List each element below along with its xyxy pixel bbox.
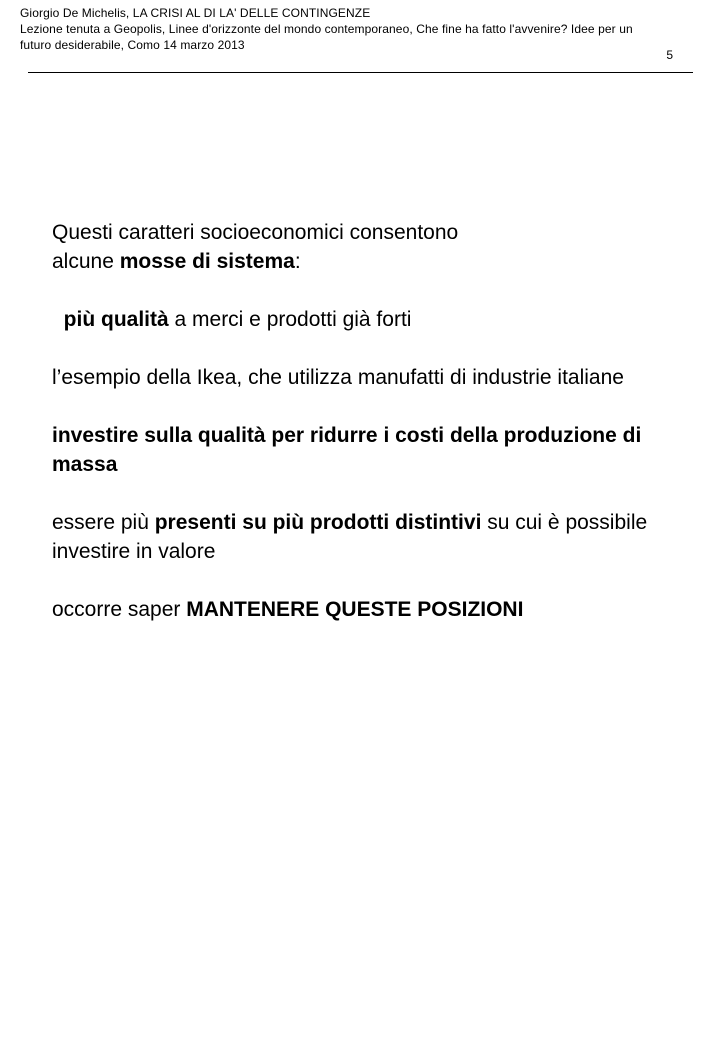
header-divider (28, 72, 693, 73)
intro-paragraph (52, 218, 652, 276)
point-invest (52, 421, 652, 479)
point-maintain-bold: MANTENERE QUESTE POSIZIONI (186, 598, 524, 621)
header-subtitle-line: Lezione tenuta a Geopolis, Linee d'orizzonte del mondo contemporaneo, Che fine ha fatto l'avvenire? Idee per un (20, 22, 633, 36)
header-date-line: futuro desiderabile, Como 14 marzo 2013 (20, 38, 245, 52)
point-presence-text1: essere più (52, 511, 155, 534)
point-quality-rest: a merci e prodotti già forti (168, 308, 412, 331)
point-presence (52, 508, 652, 566)
intro-text-line2: alcune (52, 250, 120, 273)
page-header (20, 5, 696, 53)
point-maintain-text: occorre saper (52, 598, 187, 621)
point-quality-lead (52, 308, 64, 331)
point-invest-bold: investire sulla qualità per ridurre i costi della produzione di massa (52, 424, 642, 476)
point-maintain (52, 595, 652, 624)
point-quality-bold: più qualità (63, 308, 169, 331)
intro-bold: mosse di sistema (119, 250, 295, 273)
point-presence-bold: presenti su più prodotti distintivi (154, 511, 482, 534)
point-quality (52, 305, 652, 334)
point-presence-text2: su cui è possibile investire in valore (52, 511, 648, 563)
slide-body (52, 218, 652, 624)
header-title-line: Giorgio De Michelis, LA CRISI AL DI LA' DELLE CONTINGENZE (20, 6, 371, 20)
page-number: 5 (666, 48, 673, 62)
intro-colon: : (294, 250, 301, 273)
point-ikea (52, 363, 652, 392)
point-ikea-text: l’esempio della Ikea, che utilizza manufatti di industrie italiane (52, 366, 624, 389)
intro-text-line1: Questi caratteri socioeconomici consentono (52, 221, 459, 244)
